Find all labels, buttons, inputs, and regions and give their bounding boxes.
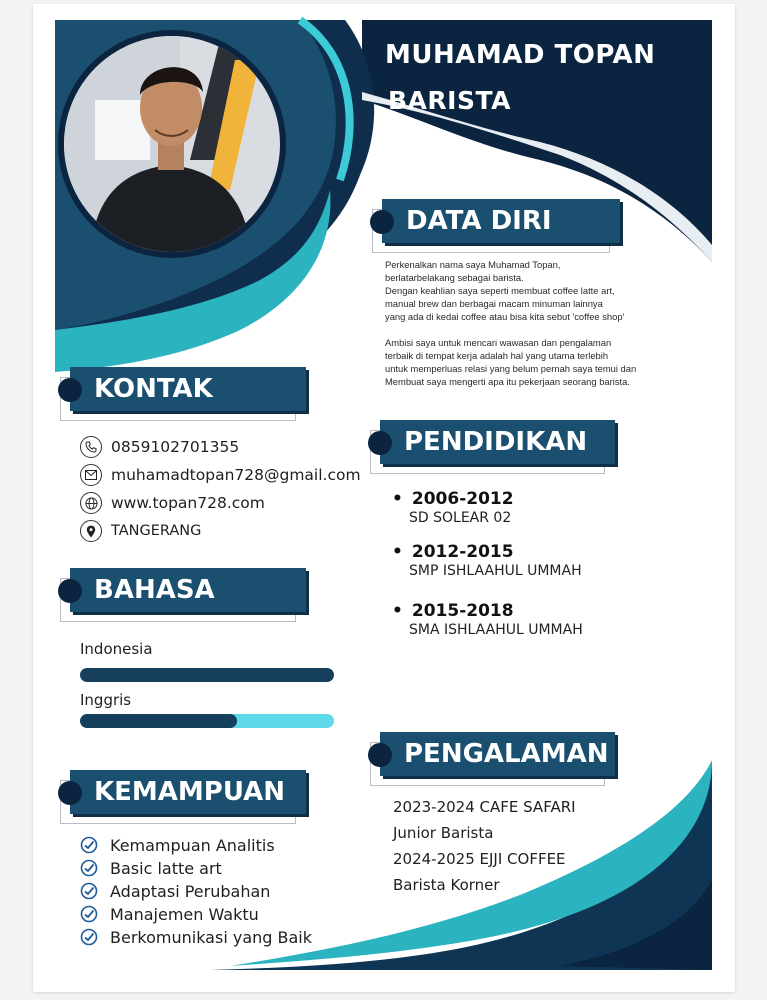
skill-item [80,834,275,856]
education-school: SMP ISHLAAHUL UMMAH [409,563,582,579]
section-dot-icon [58,378,82,402]
section-header-data-diri [382,199,620,243]
website-text: www.topan728.com [111,494,265,512]
section-dot-icon [370,210,394,234]
language-label-1: Indonesia [80,640,153,658]
language-bar-1 [80,668,334,682]
skill-item [80,926,312,948]
skill-item [80,880,270,902]
mail-icon [80,464,102,486]
section-dot-icon [368,431,392,455]
check-circle-icon [80,882,98,900]
language-bar-fill [80,668,334,682]
education-school: SMA ISHLAAHUL UMMAH [409,622,583,638]
education-years: • 2006-2012 [392,489,514,509]
section-dot-icon [368,743,392,767]
language-label-2: Inggris [80,691,132,709]
experience-line: 2024-2025 EJJI COFFEE [393,850,566,868]
experience-line: Barista Korner [393,876,500,894]
resume-role: BARISTA [388,86,511,115]
section-header-pengalaman [380,732,615,776]
section-header-kemampuan [70,770,306,814]
contact-phone [80,435,239,459]
skill-text: Berkomunikasi yang Baik [110,927,312,947]
skill-text: Basic latte art [110,858,222,878]
education-item [392,601,583,638]
phone-text: 0859102701355 [111,438,240,456]
contact-email [80,463,361,487]
resume-name: MUHAMAD TOPAN [385,40,656,70]
section-title: KEMAMPUAN [94,777,286,807]
section-title: BAHASA [94,575,215,605]
section-header-pendidikan [380,420,615,464]
summary-paragraph-1: Perkenalkan nama saya Muhamad Topan, berlatarbelakang sebagai barista. Dengan keahlian saya seperti membuat coffee latte art, manual brew dan berbagai macam minuman lainnya yang ada di kedai coffee atau bisa kita sebut 'coffee shop' [385,259,625,322]
language-bar-2 [80,714,334,728]
summary-paragraph-2: Ambisi saya untuk mencari wawasan dan pengalaman terbaik di tempat kerja adalah hal yang utama terlebih untuk memperluas relasi yang belum pernah saya temui dan Membuat saya mengerti apa itu pekerjaan seorang barista. [385,337,637,387]
contact-location [80,519,201,543]
section-title: PENGALAMAN [404,739,609,769]
education-years: • 2012-2015 [392,542,582,562]
check-circle-icon [80,836,98,854]
globe-icon [80,492,102,514]
profile-summary [385,258,685,401]
email-text: muhamadtopan728@gmail.com [111,466,361,484]
section-header-kontak [70,367,306,411]
experience-line: Junior Barista [393,824,494,842]
location-text: TANGERANG [111,523,202,539]
section-dot-icon [58,579,82,603]
skill-text: Manajemen Waktu [110,904,259,924]
education-school: SD SOLEAR 02 [409,510,512,526]
check-circle-icon [80,859,98,877]
section-title: PENDIDIKAN [404,427,588,457]
check-circle-icon [80,928,98,946]
skill-text: Adaptasi Perubahan [110,881,271,901]
skill-item [80,857,222,879]
education-item [392,542,582,579]
phone-icon [80,436,102,458]
skill-item [80,903,259,925]
section-title: KONTAK [94,374,213,404]
check-circle-icon [80,905,98,923]
section-title: DATA DIRI [406,206,552,236]
education-years: • 2015-2018 [392,601,583,621]
section-header-bahasa [70,568,306,612]
contact-website [80,491,265,515]
skill-text: Kemampuan Analitis [110,835,275,855]
section-dot-icon [58,781,82,805]
location-pin-icon [80,520,102,542]
experience-line: 2023-2024 CAFE SAFARI [393,798,576,816]
language-bar-fill [80,714,237,728]
education-item [392,489,514,526]
